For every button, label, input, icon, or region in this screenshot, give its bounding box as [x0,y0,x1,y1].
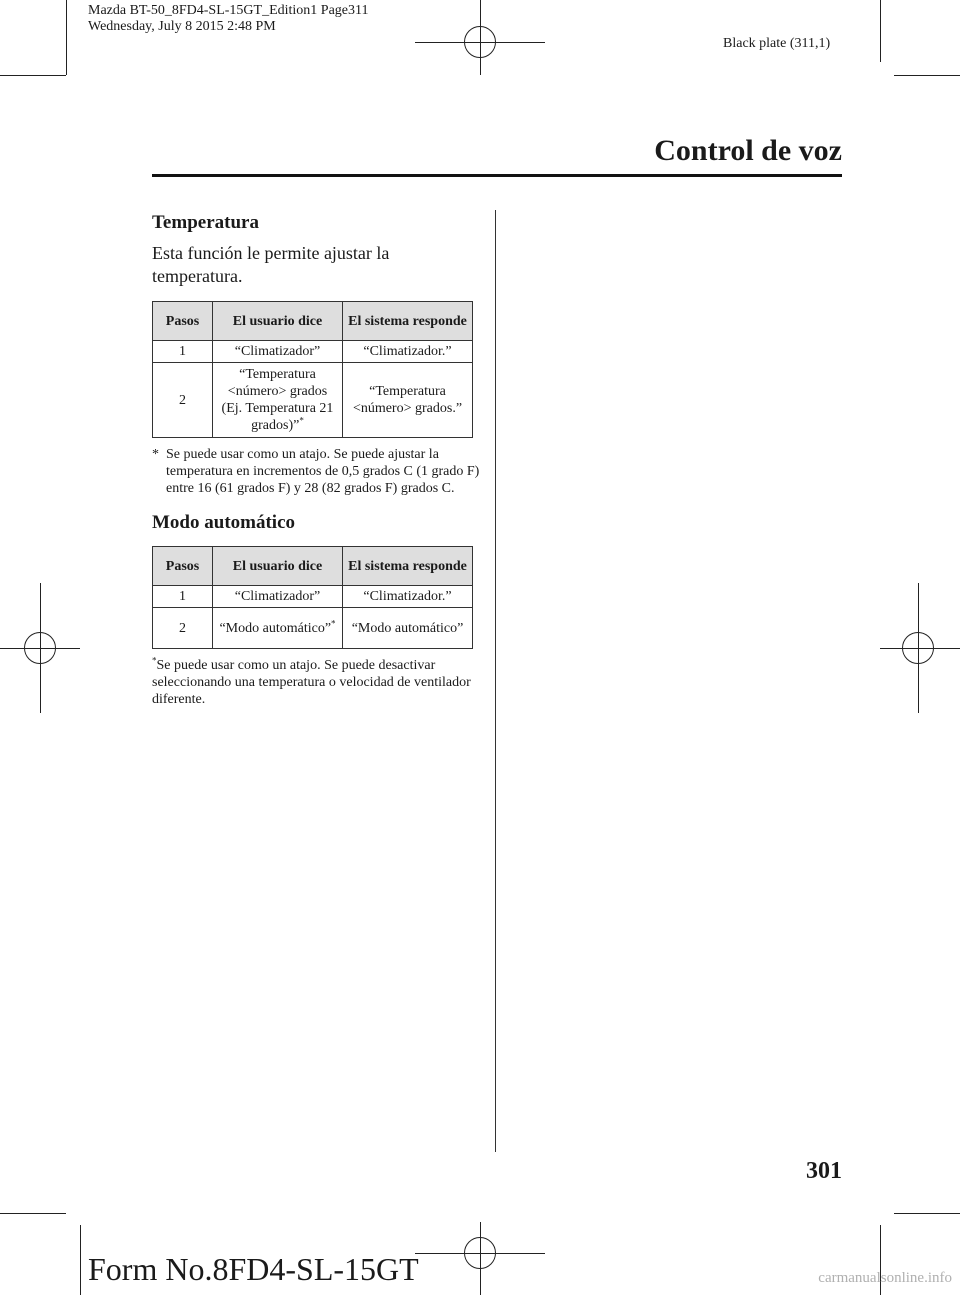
cell-user [213,363,343,438]
crop-mark-bottom-left-h [0,1213,66,1214]
crop-mark-bottom-right-h [894,1213,960,1214]
cell-system: “Climatizador.” [343,341,473,363]
cell-step: 1 [153,341,213,363]
cell-system: “Climatizador.” [343,586,473,608]
footnote-mark: * [152,447,159,462]
cell-user [213,608,343,649]
footnote-text: Se puede usar como un atajo. Se puede ajustar la temperatura en incrementos de 0,5 grados C (1 grado F) entre 16 (61 grados F) y 28 (82 grados F) grados C. [166,447,480,496]
cell-user: “Climatizador” [213,341,343,363]
target-left-circle [24,632,56,664]
footnote-mark: * [299,415,304,426]
crop-mark-top-right-h [894,75,960,76]
col-header-usuario: El usuario dice [213,547,343,586]
print-meta [88,3,369,35]
page-number: 301 [806,1158,842,1184]
cell-system: “Temperatura <número> grados.” [343,363,473,438]
cell-step: 2 [153,608,213,649]
table-header-row [153,302,473,341]
col-header-sistema: El sistema responde [343,547,473,586]
table-row [153,608,473,649]
header-rule [152,174,842,177]
modo-table [152,546,473,649]
temperatura-footnote [152,446,482,497]
col-header-pasos: Pasos [153,302,213,341]
footnote-mark: * [152,655,157,666]
cell-user-text: “Modo automático” [219,620,332,636]
target-bottom-circle [464,1237,496,1269]
print-meta-line1: Mazda BT-50_8FD4-SL-15GT_Edition1 Page311 [88,3,369,18]
crop-mark-top-left-h [0,75,66,76]
temperatura-section [152,212,480,708]
modo-heading: Modo automático [152,512,296,533]
watermark: carmanualsonline.info [818,1270,952,1286]
col-header-pasos: Pasos [153,547,213,586]
table-header-row [153,547,473,586]
table-row [153,586,473,608]
crop-mark-bottom-left-v [80,1225,81,1295]
target-top-circle [464,26,496,58]
temperatura-table [152,301,473,438]
plate-label: Black plate (311,1) [723,36,831,51]
print-meta-line2: Wednesday, July 8 2015 2:48 PM [88,19,276,34]
column-divider [495,210,496,1152]
table-row [153,341,473,363]
col-header-usuario: El usuario dice [213,302,343,341]
cell-user-text: “Temperatura <número> grados (Ej. Temperatura 21 grados)” [221,367,334,433]
cell-user: “Climatizador” [213,586,343,608]
footnote-mark: * [331,617,336,628]
temperatura-heading: Temperatura [152,212,259,233]
table-row [153,363,473,438]
modo-footnote [152,657,472,708]
footnote-text: Se puede usar como un atajo. Se puede desactivar seleccionando una temperatura o velocidad de ventilador diferente. [152,658,471,707]
cell-step: 1 [153,586,213,608]
target-right-circle [902,632,934,664]
cell-system: “Modo automático” [343,608,473,649]
cell-step: 2 [153,363,213,438]
section-title: Control de voz [654,134,842,167]
crop-mark-top-left-v [66,0,67,75]
col-header-sistema: El sistema responde [343,302,473,341]
crop-mark-top-right-v [880,0,881,62]
temperatura-intro: Esta función le permite ajustar la temperatura. [152,243,390,286]
form-number: Form No.8FD4-SL-15GT [88,1251,419,1287]
